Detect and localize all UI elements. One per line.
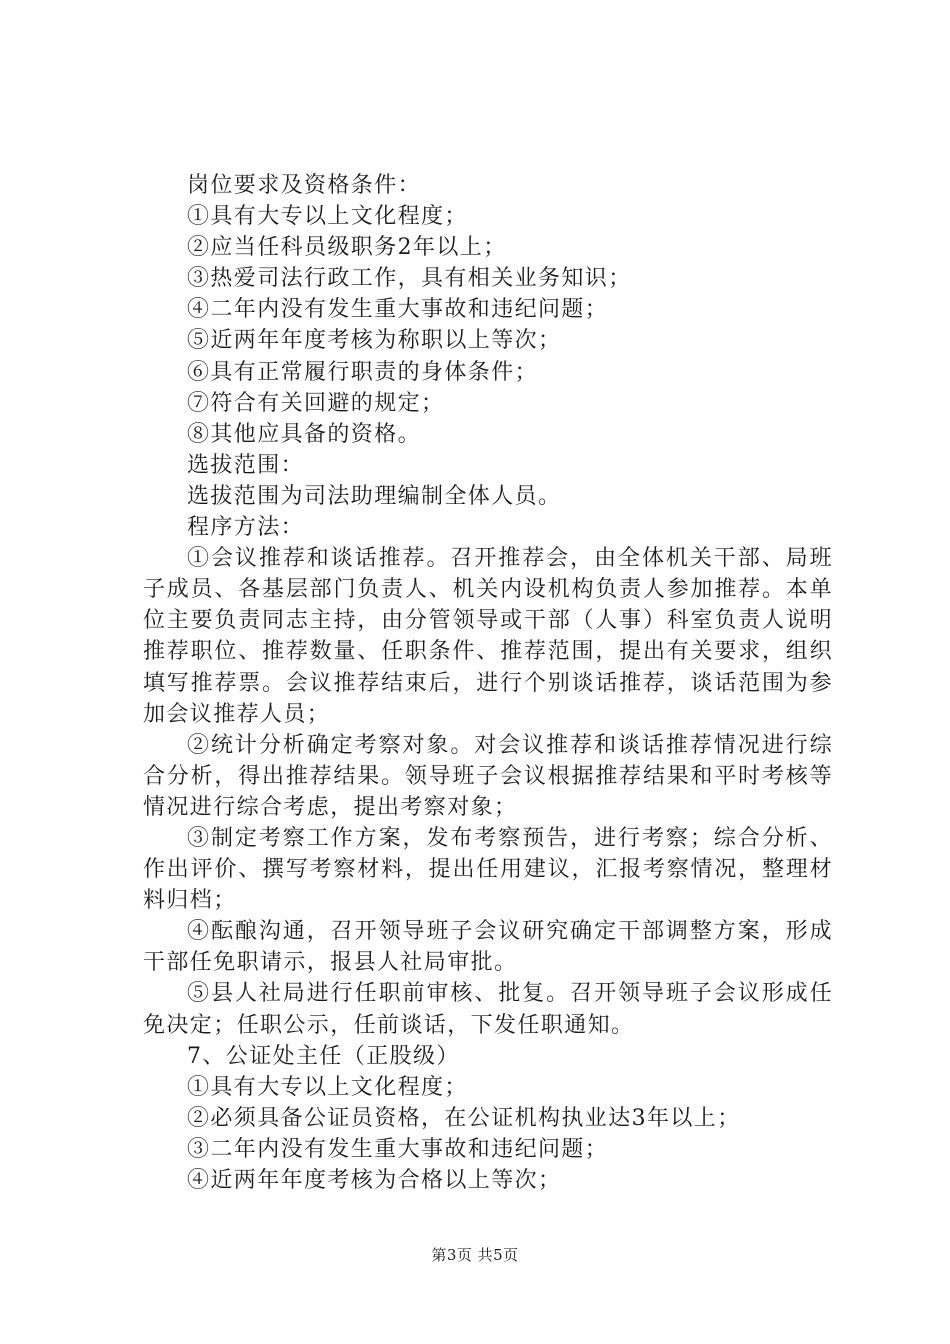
paragraph-procedure-heading: 程序方法： xyxy=(187,515,305,541)
paragraph-requirement-2: ②应当任科员级职务2年以上； xyxy=(187,235,507,261)
paragraph-position-7-heading: 7、公证处主任（正股级） xyxy=(187,1043,460,1069)
paragraph-requirement-4: ④二年内没有发生重大事故和违纪问题； xyxy=(187,297,609,323)
paragraph-position-7-req-3: ③二年内没有发生重大事故和违纪问题； xyxy=(187,1136,609,1162)
paragraph-requirement-3: ③热爱司法行政工作，具有相关业务知识； xyxy=(187,266,632,292)
paragraph-scope-heading: 选拔范围： xyxy=(187,452,305,478)
document-body xyxy=(143,170,833,1196)
paragraph-position-7-req-4: ④近两年年度考核为合格以上等次； xyxy=(187,1168,562,1193)
paragraph-requirement-6: ⑥具有正常履行职责的身体条件； xyxy=(187,359,539,385)
paragraph-requirement-1: ①具有大专以上文化程度； xyxy=(187,204,468,230)
paragraph-scope-text: 选拔范围为司法助理编制全体人员。 xyxy=(187,483,562,509)
paragraph-requirement-7: ⑦符合有关回避的规定； xyxy=(187,390,445,416)
paragraph-procedure-1: ①会议推荐和谈话推荐。召开推荐会，由全体机关干部、局班子成员、各基层部门负责人、机关内设机构负责人参加推荐。本单位主要负责同志主持，由分管领导或干部（人事）科室负责人说明推荐职位、推荐数量、任职条件、推荐范围，提出有关要求，组织填写推荐票。会议推荐结束后，进行个别谈话推荐，谈话范围为参加会议推荐人员； xyxy=(143,546,833,727)
paragraph-procedure-2: ②统计分析确定考察对象。对会议推荐和谈话推荐情况进行综合分析，得出推荐结果。领导班子会议根据推荐结果和平时考核等情况进行综合考虑，提出考察对象； xyxy=(143,732,833,820)
paragraph-position-7-req-2: ②必须具备公证员资格，在公证机构执业达3年以上； xyxy=(187,1105,741,1131)
paragraph-requirement-5: ⑤近两年年度考核为称职以上等次； xyxy=(187,328,562,354)
paragraph-position-7-req-1: ①具有大专以上文化程度； xyxy=(187,1074,468,1100)
paragraph-procedure-3: ③制定考察工作方案，发布考察预告，进行考察；综合分析、作出评价、撰写考察材料，提出任用建议，汇报考察情况，整理材料归档； xyxy=(143,825,833,914)
paragraph-procedure-4: ④酝酿沟通，召开领导班子会议研究确定干部调整方案，形成干部任免职请示，报县人社局审批。 xyxy=(143,919,833,976)
paragraph-requirement-8: ⑧其他应具备的资格。 xyxy=(187,421,422,447)
page-number-footer: 第3页 共5页 xyxy=(431,1246,519,1264)
paragraph-procedure-5: ⑤县人社局进行任职前审核、批复。召开领导班子会议形成任免决定；任职公示，任前谈话，下发任职通知。 xyxy=(143,981,833,1038)
paragraph-requirements-heading: 岗位要求及资格条件： xyxy=(187,173,422,198)
